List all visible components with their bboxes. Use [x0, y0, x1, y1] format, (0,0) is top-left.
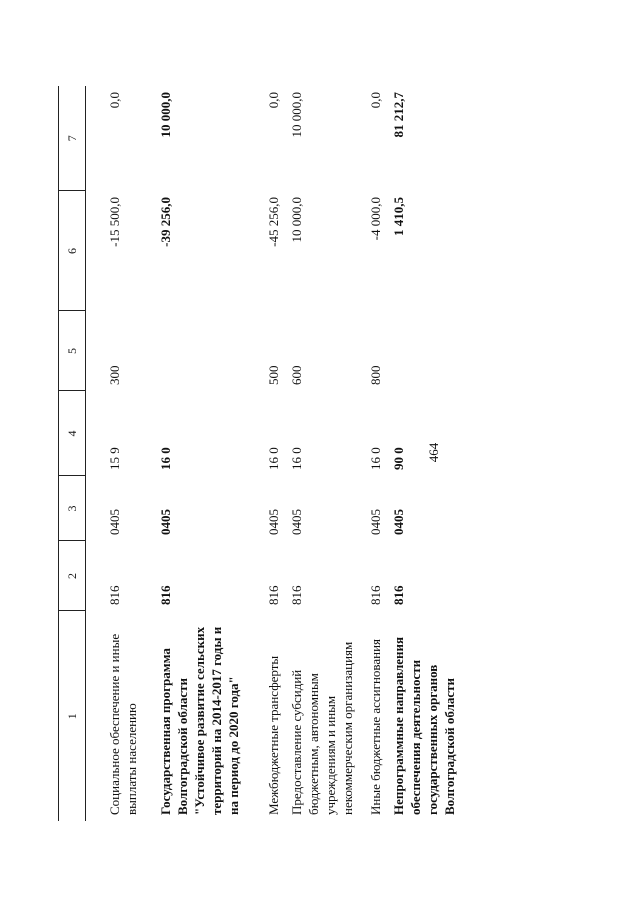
row-name: Предоставление субсидий бюджетным, автономным учреждениям и иным некоммерческим организациям [289, 641, 355, 815]
cell-code: 816 [107, 585, 122, 605]
cell-target: 16 0 [368, 447, 383, 470]
cell-code: 816 [266, 585, 281, 605]
cell-type: 300 [107, 365, 122, 385]
row-name: Иные бюджетные ассигнования [368, 638, 383, 815]
table-row [359, 86, 387, 821]
cell-amount-6: -15 500,0 [107, 197, 122, 247]
cell-code: 816 [289, 585, 304, 605]
col-header-1: 1 [59, 611, 86, 821]
table-row [387, 86, 461, 821]
col-header-6: 6 [59, 191, 86, 311]
cell-section: 0405 [391, 509, 406, 535]
cell-amount-7: 0,0 [266, 92, 281, 109]
cell-section: 0405 [266, 509, 281, 535]
row-name: Непрограммные направления обеспечения деятельности государственных органов Волгоградской области [391, 636, 457, 815]
col-header-7: 7 [59, 86, 86, 191]
col-header-5: 5 [59, 311, 86, 391]
cell-type [143, 311, 245, 391]
cell-section: 0405 [368, 509, 383, 535]
cell-target: 16 0 [289, 447, 304, 470]
page-number: 464 [426, 442, 441, 463]
cell-amount-6: 10 000,0 [289, 197, 304, 243]
cell-target: 90 0 [391, 447, 406, 470]
cell-type: 800 [368, 365, 383, 385]
table-row [143, 86, 245, 821]
cell-type: 600 [289, 365, 304, 385]
cell-target: 15 9 [107, 447, 122, 470]
cell-section: 0405 [289, 509, 304, 535]
cell-amount-6: -39 256,0 [158, 197, 173, 247]
table-row [245, 86, 285, 821]
cell-amount-7: 10 000,0 [158, 92, 173, 138]
cell-target: 16 0 [266, 447, 281, 470]
col-header-3: 3 [59, 476, 86, 541]
cell-amount-7: 81 212,7 [391, 92, 406, 138]
cell-code: 816 [368, 585, 383, 605]
row-name: Государственная программа Волгоградской области "Устойчивое развитие сельских территорий на 2014-2017 годы и на период до 2020 года" [158, 626, 241, 815]
cell-code: 816 [391, 585, 406, 605]
cell-amount-7: 10 000,0 [289, 92, 304, 138]
row-name: Социальное обеспечение и иные выплаты населению [107, 633, 139, 815]
cell-amount-7: 0,0 [368, 92, 383, 109]
cell-amount-6: 1 410,5 [391, 197, 406, 236]
budget-table [58, 86, 461, 821]
cell-amount-7: 0,0 [107, 92, 122, 109]
row-name: Межбюджетные трансферты [266, 655, 281, 815]
cell-section: 0405 [107, 509, 122, 535]
header-row [59, 86, 86, 821]
cell-type [387, 311, 461, 391]
col-header-4: 4 [59, 391, 86, 476]
col-header-2: 2 [59, 541, 86, 611]
table-row [285, 86, 359, 821]
cell-section: 0405 [158, 509, 173, 535]
cell-amount-6: -4 000,0 [368, 197, 383, 241]
cell-amount-6: -45 256,0 [266, 197, 281, 247]
cell-type: 500 [266, 365, 281, 385]
cell-target: 16 0 [158, 447, 173, 470]
table-row [86, 86, 144, 821]
cell-code: 816 [158, 585, 173, 605]
